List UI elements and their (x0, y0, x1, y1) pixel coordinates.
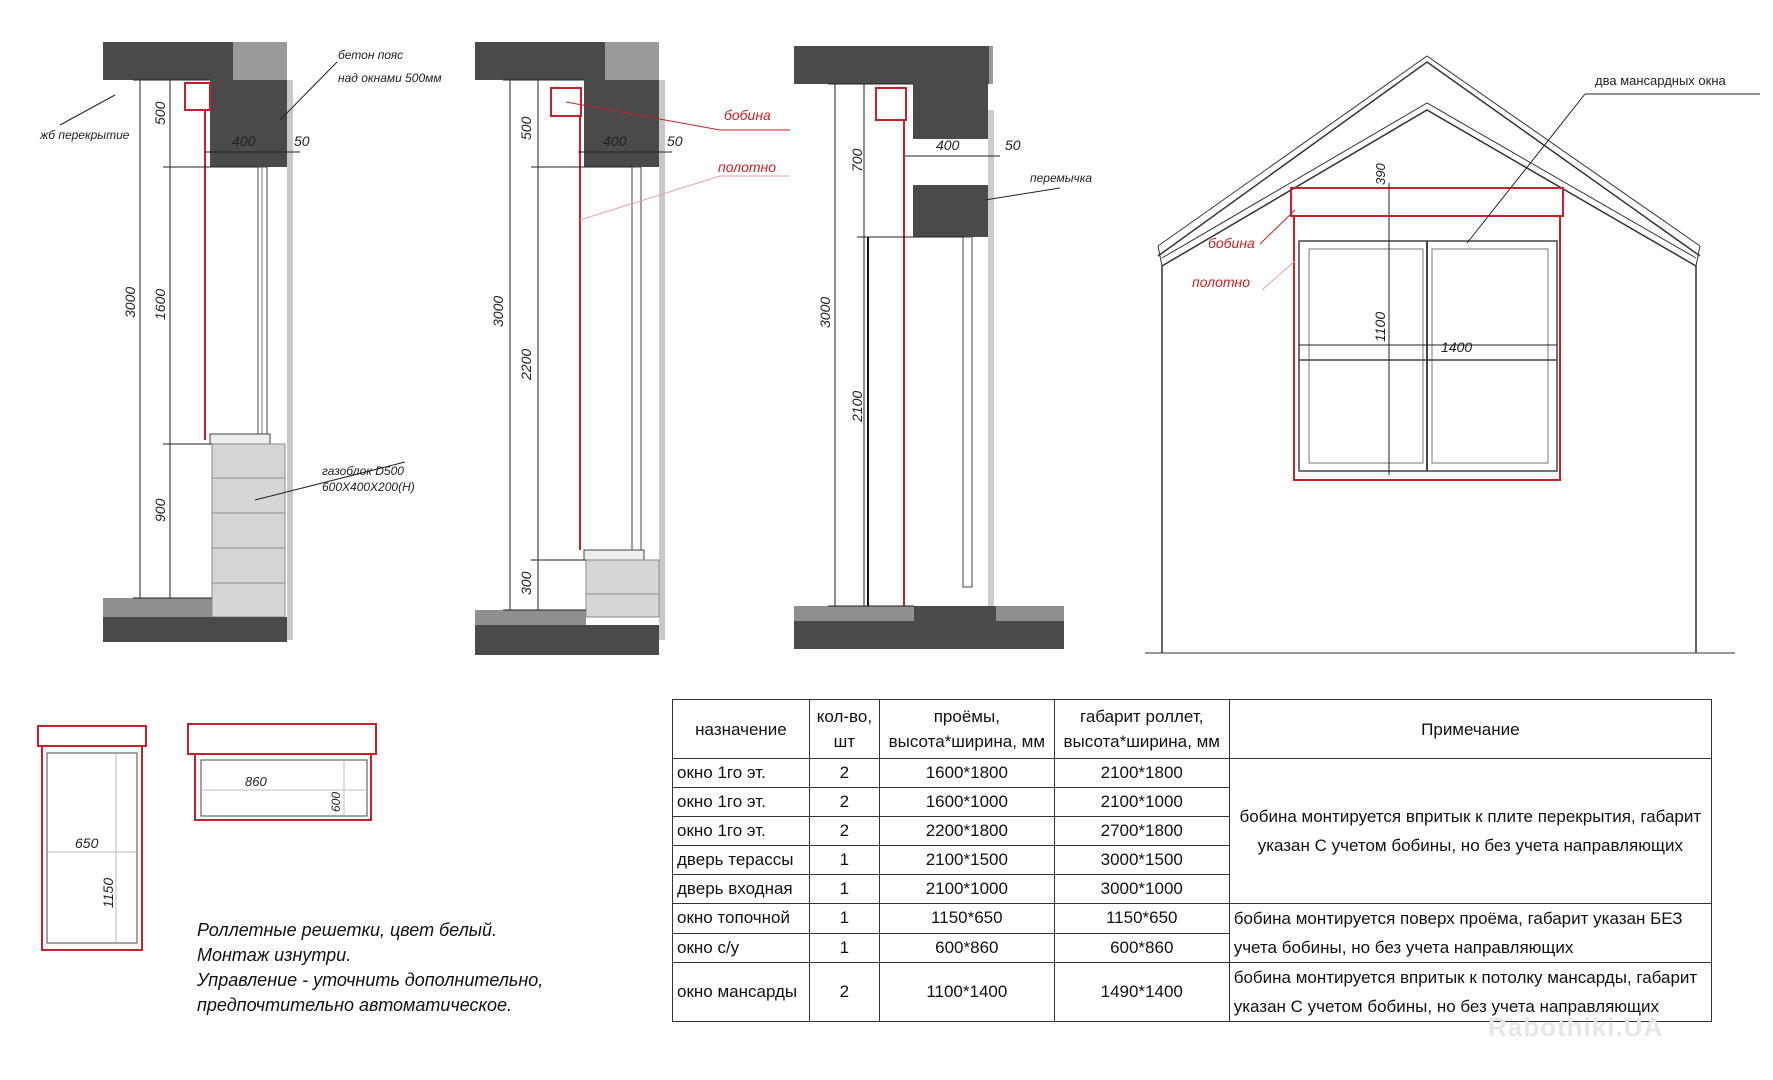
section-2-tall-window (475, 42, 790, 655)
note-group3-line2: указан С учетом бобины, но без учета направляющих (1233, 997, 1660, 1016)
block-label-line1: газоблок D500 (322, 464, 404, 478)
cell-purpose: окно топочной (673, 904, 810, 934)
header-note (1229, 700, 1711, 759)
gas-block-wall (586, 560, 659, 617)
note-line: Роллетные решетки, цвет белый. (197, 920, 498, 940)
header-qty-line1: кол-во, (816, 707, 873, 726)
table-row (673, 904, 1712, 934)
dim-height-label: 1150 (100, 877, 116, 908)
cell-opening: 1100*1400 (879, 963, 1054, 1022)
header-opening-line1: проёмы, (933, 707, 1000, 726)
note-line: Монтаж изнутри. (197, 945, 352, 965)
reel-box (185, 83, 210, 110)
cell-opening: 2100*1000 (879, 875, 1054, 904)
dim-belt-label: 500 (152, 101, 168, 125)
block-label-line2: 600X400X200(H) (322, 480, 415, 494)
note-group3-line1: бобина монтируется впритык к потолку мансарды, габарит (1233, 968, 1698, 987)
cell-size: 2100*1000 (1054, 788, 1229, 817)
cell-size: 3000*1500 (1054, 846, 1229, 875)
dim-opening-label: 2200 (518, 348, 534, 380)
belt-label-line2: над окнами 500мм (338, 71, 442, 85)
dim-gap-label: 50 (667, 133, 683, 149)
cell-opening: 2100*1500 (879, 846, 1054, 875)
gable-attic-windows (1145, 56, 1760, 653)
cell-qty: 1 (809, 875, 879, 904)
note-group1-line1: бобина монтируется впритык к плите перекрытия, габарит (1239, 807, 1702, 826)
cell-purpose: дверь терассы (673, 846, 810, 875)
threshold (914, 606, 996, 621)
cell-opening: 2200*1800 (879, 817, 1054, 846)
cell-qty: 2 (809, 788, 879, 817)
ceiling-slab (794, 46, 989, 84)
cell-qty: 1 (809, 846, 879, 875)
lintel-label: перемычка (1030, 171, 1093, 185)
dim-gap-label: 50 (1005, 137, 1021, 153)
dim-gap-label: 50 (294, 133, 310, 149)
leader-lintel (985, 188, 1060, 200)
cell-qty: 2 (809, 759, 879, 788)
cell-opening: 600*860 (879, 933, 1054, 963)
concrete-belt-upper (913, 84, 988, 139)
cell-purpose: окно мансарды (673, 963, 810, 1022)
gas-block-wall (212, 444, 285, 617)
ceiling-slab-edge (233, 42, 287, 80)
section-3-door (794, 46, 1092, 649)
cell-size: 1490*1400 (1054, 963, 1229, 1022)
dim-opening-label: 1600 (152, 288, 168, 320)
note-group2-line1: бобина монтируется поверх проёма, габарит указан БЕЗ (1233, 909, 1683, 928)
header-opening-line2: высота*ширина, мм (888, 732, 1046, 751)
note-group1-line2: указан С учетом бобины, но без учета направляющих (1257, 836, 1683, 855)
cell-purpose: окно с/у (673, 933, 810, 963)
watermark-logo: Rabothiki.UA (1488, 1012, 1664, 1042)
dim-reel-label: 390 (1373, 163, 1388, 185)
cell-qty: 2 (809, 817, 879, 846)
floor-slab-top-right (996, 606, 1064, 621)
table-header-row (673, 700, 1712, 759)
dim-wall-label: 400 (936, 137, 960, 153)
ceiling-slab (103, 42, 233, 80)
dim-wall-label: 400 (603, 133, 627, 149)
floor-slab-top (103, 598, 212, 617)
cell-purpose: окно 1го эт. (673, 817, 810, 846)
dim-total-label: 3000 (817, 296, 833, 328)
small-window-vertical (38, 726, 146, 950)
cell-size: 3000*1000 (1054, 875, 1229, 904)
header-qty-line2: шт (833, 732, 856, 751)
concrete-belt (584, 80, 659, 167)
leader-reel (1260, 210, 1295, 244)
dim-sill-label: 300 (518, 571, 534, 595)
header-size (1054, 700, 1229, 759)
cell-size: 600*860 (1054, 933, 1229, 963)
cell-opening: 1600*1800 (879, 759, 1054, 788)
dim-width-label: 860 (245, 774, 267, 789)
header-opening (879, 700, 1054, 759)
wall-finish (988, 110, 994, 610)
dim-opening-label: 2100 (849, 390, 865, 422)
leader-curtain (1262, 260, 1296, 290)
cell-size: 2700*1800 (1054, 817, 1229, 846)
table-row (673, 759, 1712, 788)
door-frame (963, 237, 972, 587)
floor-slab (794, 621, 1064, 649)
floor-slab-top (475, 610, 586, 625)
header-qty (809, 700, 879, 759)
floor-slab (103, 617, 287, 642)
header-size-line1: габарит роллет, (1080, 707, 1204, 726)
belt-label-line1: бетон пояс (338, 48, 404, 62)
lintel (913, 185, 988, 237)
dim-top-label: 700 (849, 148, 865, 172)
slab-label: жб перекрытие (40, 128, 130, 142)
dim-wall-label: 400 (232, 133, 256, 149)
attic-reel-label: бобина (1208, 235, 1255, 251)
notes-block (197, 918, 617, 1018)
attic-title-label: два мансардных окна (1595, 73, 1726, 88)
cell-purpose: дверь входная (673, 875, 810, 904)
cell-qty: 1 (809, 933, 879, 963)
curtain-label: полотно (718, 159, 777, 175)
wall-finish (659, 80, 665, 640)
ceiling-slab-edge (989, 46, 993, 84)
dim-height-label: 600 (329, 791, 343, 812)
cell-size: 1150*650 (1054, 904, 1229, 934)
dim-total-label: 3000 (122, 286, 138, 318)
cell-note-group2 (1229, 904, 1711, 963)
ceiling-slab (475, 42, 605, 80)
reel-label: бобина (724, 107, 771, 123)
dim-total-label: 3000 (490, 295, 506, 327)
header-purpose-text: назначение (695, 719, 787, 739)
dim-height-label: 1100 (1372, 311, 1388, 342)
section-1-first-floor-window (39, 42, 442, 642)
ceiling-slab-edge (605, 42, 659, 80)
note-line: предпочтительно автоматическое. (197, 995, 513, 1015)
small-window-horizontal (188, 724, 376, 820)
cell-opening: 1150*650 (879, 904, 1054, 934)
dim-width-label: 650 (75, 835, 99, 851)
wall-finish (287, 80, 293, 640)
floor-slab (475, 625, 659, 655)
header-size-line2: высота*ширина, мм (1063, 732, 1220, 751)
window-sill (210, 434, 270, 444)
reel-box (38, 726, 146, 746)
attic-reel-box (1291, 188, 1563, 216)
reel-box (188, 724, 376, 754)
leader-curtain (580, 176, 720, 220)
leader-slab (60, 95, 115, 125)
header-purpose (673, 700, 810, 759)
attic-curtain-label: полотно (1192, 274, 1251, 290)
note-line: Управление - уточнить дополнительно, (197, 970, 544, 990)
note-group2-line2: учета бобины, но без учета направляющих (1233, 938, 1574, 957)
cell-purpose: окно 1го эт. (673, 788, 810, 817)
dim-belt-label: 500 (518, 116, 534, 140)
cell-size: 2100*1800 (1054, 759, 1229, 788)
window-frame (632, 167, 641, 550)
header-note-text: Примечание (1421, 719, 1520, 739)
cell-purpose: окно 1го эт. (673, 759, 810, 788)
cell-opening: 1600*1000 (879, 788, 1054, 817)
floor-slab-top (794, 606, 914, 621)
leader-title (1467, 94, 1585, 243)
cell-qty: 1 (809, 904, 879, 934)
window-sill (584, 550, 644, 560)
dim-width-label: 1400 (1441, 339, 1473, 355)
reel-box (876, 88, 906, 120)
cell-note-group1 (1229, 759, 1711, 904)
cell-qty: 2 (809, 963, 879, 1022)
dim-sill-label: 900 (152, 498, 168, 522)
spec-table (672, 699, 1712, 1022)
roof-outer (1158, 62, 1700, 256)
concrete-belt (210, 80, 287, 167)
